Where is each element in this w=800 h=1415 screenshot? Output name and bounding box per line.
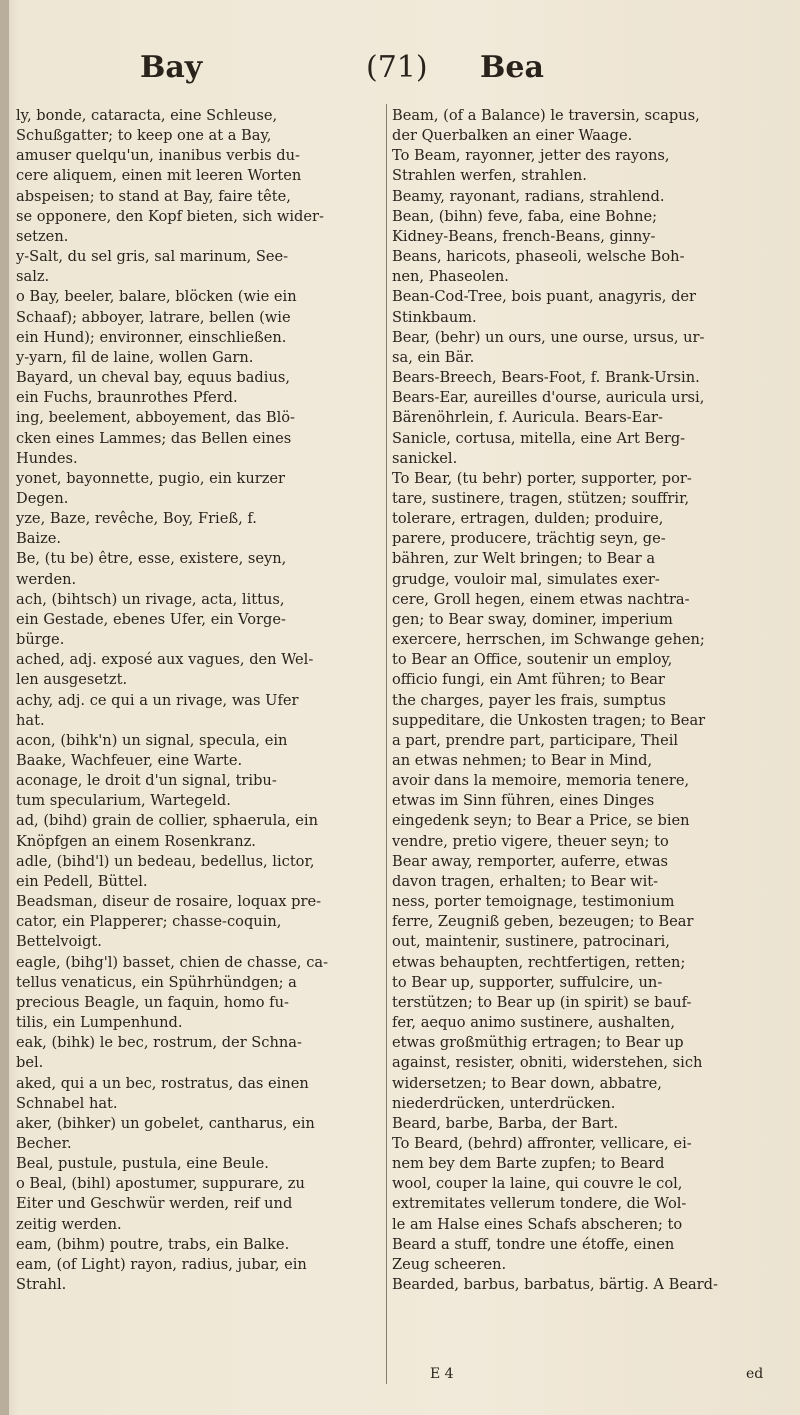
text-line: Bear, (behr) un ours, une ourse, ursus, ur- bbox=[392, 328, 705, 346]
text-line: Baake, Wachfeuer, eine Warte. bbox=[16, 752, 243, 769]
text-line: to Bear up, supporter, suffulcire, un- bbox=[392, 973, 663, 991]
page-number: (71) bbox=[366, 50, 428, 85]
text-line: hat. bbox=[16, 711, 45, 729]
headword-left: Bay bbox=[140, 50, 203, 85]
text-line: y-Salt, du sel gris, sal marinum, See- bbox=[16, 248, 289, 266]
binding-edge bbox=[0, 0, 9, 1415]
text-line: Strahl. bbox=[16, 1276, 67, 1294]
text-line: ein Pedell, Büttel. bbox=[16, 872, 148, 890]
text-line: Strahlen werfen, strahlen. bbox=[392, 167, 587, 185]
text-line: abspeisen; to stand at Bay, faire tête, bbox=[16, 187, 291, 205]
text-line: adle, (bihd'l) un bedeau, bedellus, lictor, bbox=[16, 852, 315, 870]
text-line: eam, (of Light) rayon, radius, jubar, ein bbox=[16, 1255, 307, 1273]
text-line: eam, (bihm) poutre, trabs, ein Balke. bbox=[16, 1235, 290, 1253]
text-line: terstützen; to Bear up (in spirit) se bauf- bbox=[392, 993, 692, 1011]
left-column bbox=[16, 106, 382, 1295]
text-line: Beal, pustule, pustula, eine Beule. bbox=[16, 1155, 269, 1173]
text-line: Bayard, un cheval bay, equus badius, bbox=[16, 369, 290, 387]
text-line: grudge, vouloir mal, simulates exer- bbox=[392, 570, 660, 588]
text-line: precious Beagle, un faquin, homo fu- bbox=[16, 993, 289, 1011]
text-line: tolerare, ertragen, dulden; produire, bbox=[392, 510, 664, 528]
text-line: acon, (bihk'n) un signal, specula, ein bbox=[16, 731, 288, 749]
text-line: Schußgatter; to keep one at a Bay, bbox=[16, 127, 272, 145]
text-line: a part, prendre part, participare, Theil bbox=[392, 731, 679, 749]
text-line: vendre, pretio vigere, theuer seyn; to bbox=[392, 832, 669, 850]
text-line: Knöpfgen an einem Rosenkranz. bbox=[16, 832, 256, 850]
text-line: officio fungi, ein Amt führen; to Bear bbox=[392, 671, 665, 689]
text-line: tum specularium, Wartegeld. bbox=[16, 792, 231, 810]
text-line: Baize. bbox=[16, 530, 62, 548]
text-line: to Bear an Office, soutenir un employ, bbox=[392, 651, 673, 669]
text-line: ein Fuchs, braunrothes Pferd. bbox=[16, 389, 238, 407]
text-line: nen, Phaseolen. bbox=[392, 268, 509, 286]
text-line: se opponere, den Kopf bieten, sich wider- bbox=[16, 207, 324, 225]
text-line: yze, Baze, revêche, Boy, Frieß, f. bbox=[16, 510, 257, 528]
text-line: ly, bonde, cataracta, eine Schleuse, bbox=[16, 107, 278, 124]
text-line: ness, porter temoignage, testimonium bbox=[392, 893, 675, 911]
text-line: Beard, barbe, Barba, der Bart. bbox=[392, 1114, 619, 1132]
text-line: Beam, (of a Balance) le traversin, scapus, bbox=[392, 107, 700, 124]
text-line: o Beal, (bihl) apostumer, suppurare, zu bbox=[16, 1175, 305, 1193]
text-line: ached, adj. exposé aux vagues, den Wel- bbox=[16, 651, 314, 669]
text-line: parere, producere, trächtig seyn, ge- bbox=[392, 530, 666, 548]
text-line: exercere, herrschen, im Schwange gehen; bbox=[392, 631, 705, 649]
text-line: the charges, payer les frais, sumptus bbox=[392, 691, 666, 709]
text-line: etwas behaupten, rechtfertigen, retten; bbox=[392, 953, 686, 971]
text-line: ad, (bihd) grain de collier, sphaerula, ein bbox=[16, 812, 318, 830]
text-line: To Beam, rayonner, jetter des rayons, bbox=[392, 147, 670, 165]
text-line: Stinkbaum. bbox=[392, 308, 477, 326]
text-line: davon tragen, erhalten; to Bear wit- bbox=[392, 872, 659, 890]
text-line: ein Hund); environner, einschließen. bbox=[16, 328, 287, 346]
text-line: salz. bbox=[16, 268, 50, 286]
text-line: o Bay, beeler, balare, blöcken (wie ein bbox=[16, 288, 297, 306]
text-line: Bears-Ear, aureilles d'ourse, auricula ursi, bbox=[392, 389, 705, 407]
text-line: Bärenöhrlein, f. Auricula. Bears-Ear- bbox=[392, 409, 663, 427]
text-line: ein Gestade, ebenes Ufer, ein Vorge- bbox=[16, 610, 286, 628]
text-line: aker, (bihker) un gobelet, cantharus, ein bbox=[16, 1114, 315, 1132]
text-line: amuser quelqu'un, inanibus verbis du- bbox=[16, 147, 300, 165]
text-line: aked, qui a un bec, rostratus, das einen bbox=[16, 1074, 309, 1092]
text-line: eak, (bihk) le bec, rostrum, der Schna- bbox=[16, 1034, 302, 1052]
text-line: To Bear, (tu behr) porter, supporter, por- bbox=[392, 469, 692, 487]
text-line: zeitig werden. bbox=[16, 1215, 122, 1233]
text-line: Zeug scheeren. bbox=[392, 1255, 507, 1273]
text-line: der Querbalken an einer Waage. bbox=[392, 127, 633, 145]
text-line: Eiter und Geschwür werden, reif und bbox=[16, 1195, 293, 1213]
text-line: ach, (bihtsch) un rivage, acta, littus, bbox=[16, 590, 285, 608]
text-line: etwas großmüthig ertragen; to Bear up bbox=[392, 1034, 684, 1052]
text-line: sa, ein Bär. bbox=[392, 348, 475, 366]
text-line: ferre, Zeugniß geben, bezeugen; to Bear bbox=[392, 913, 694, 931]
text-line: bürge. bbox=[16, 631, 65, 649]
text-line: suppeditare, die Unkosten tragen; to Bear bbox=[392, 711, 706, 729]
text-line: cere aliquem, einen mit leeren Worten bbox=[16, 167, 302, 185]
text-line: Degen. bbox=[16, 489, 69, 507]
text-line: wool, couper la laine, qui couvre le col, bbox=[392, 1175, 683, 1193]
text-line: etwas im Sinn führen, eines Dinges bbox=[392, 792, 655, 810]
text-line: Schnabel hat. bbox=[16, 1094, 118, 1112]
text-line: nem bey dem Barte zupfen; to Beard bbox=[392, 1155, 665, 1173]
text-line: cere, Groll hegen, einem etwas nachtra- bbox=[392, 590, 690, 608]
text-line: setzen. bbox=[16, 227, 69, 245]
text-line: y-yarn, fil de laine, wollen Garn. bbox=[16, 348, 254, 366]
text-line: avoir dans la memoire, memoria tenere, bbox=[392, 772, 690, 790]
text-line: achy, adj. ce qui a un rivage, was Ufer bbox=[16, 691, 299, 709]
text-line: Bearded, barbus, barbatus, bärtig. A Beard- bbox=[392, 1276, 718, 1294]
text-line: werden. bbox=[16, 570, 77, 588]
text-line: Sanicle, cortusa, mitella, eine Art Berg- bbox=[392, 429, 686, 447]
text-line: bel. bbox=[16, 1054, 44, 1072]
text-line: out, maintenir, sustinere, patrocinari, bbox=[392, 933, 670, 951]
text-line: Kidney-Beans, french-Beans, ginny- bbox=[392, 227, 656, 245]
text-line: Bettelvoigt. bbox=[16, 933, 102, 951]
text-line: eagle, (bihg'l) basset, chien de chasse, ca- bbox=[16, 953, 329, 971]
text-line: To Beard, (behrd) affronter, vellicare, ei- bbox=[392, 1134, 692, 1152]
text-line: cator, ein Plapperer; chasse-coquin, bbox=[16, 913, 282, 931]
text-line: len ausgesetzt. bbox=[16, 671, 128, 689]
text-line: eingedenk seyn; to Bear a Price, se bien bbox=[392, 812, 690, 830]
text-line: tare, sustinere, tragen, stützen; souffrir, bbox=[392, 489, 690, 507]
text-line: widersetzen; to Bear down, abbatre, bbox=[392, 1074, 662, 1092]
text-line: against, resister, obniti, widerstehen, sich bbox=[392, 1054, 703, 1072]
text-line: Beadsman, diseur de rosaire, loquax pre- bbox=[16, 893, 322, 911]
catchword: ed bbox=[746, 1366, 764, 1382]
text-line: Beard a stuff, tondre une étoffe, einen bbox=[392, 1235, 675, 1253]
text-line: Bean, (bihn) feve, faba, eine Bohne; bbox=[392, 207, 658, 225]
text-line: yonet, bayonnette, pugio, ein kurzer bbox=[16, 469, 286, 487]
text-line: Bean-Cod-Tree, bois puant, anagyris, der bbox=[392, 288, 697, 306]
text-line: tilis, ein Lumpenhund. bbox=[16, 1014, 183, 1032]
text-line: Be, (tu be) être, esse, existere, seyn, bbox=[16, 550, 287, 568]
text-line: tellus venaticus, ein Spührhündgen; a bbox=[16, 973, 297, 991]
column-rule bbox=[386, 104, 387, 1384]
text-line: ing, beelement, abboyement, das Blö- bbox=[16, 409, 295, 427]
text-line: extremitates vellerum tondere, die Wol- bbox=[392, 1195, 687, 1213]
text-line: Hundes. bbox=[16, 449, 78, 467]
text-line: aconage, le droit d'un signal, tribu- bbox=[16, 772, 277, 790]
text-line: le am Halse eines Schafs abscheren; to bbox=[392, 1215, 683, 1233]
text-line: fer, aequo animo sustinere, aushalten, bbox=[392, 1014, 675, 1032]
text-line: gen; to Bear sway, dominer, imperium bbox=[392, 610, 673, 628]
running-head bbox=[0, 50, 800, 96]
right-column bbox=[392, 106, 790, 1295]
headword-right: Bea bbox=[480, 50, 544, 85]
text-line: Bear away, remporter, auferre, etwas bbox=[392, 852, 669, 870]
signature-mark: E 4 bbox=[430, 1366, 454, 1382]
text-line: niederdrücken, unterdrücken. bbox=[392, 1094, 616, 1112]
text-line: bähren, zur Welt bringen; to Bear a bbox=[392, 550, 656, 568]
text-line: Schaaf); abboyer, latrare, bellen (wie bbox=[16, 308, 291, 326]
text-line: Becher. bbox=[16, 1134, 72, 1152]
text-line: sanickel. bbox=[392, 449, 458, 467]
text-line: Beamy, rayonant, radians, strahlend. bbox=[392, 187, 665, 205]
text-line: an etwas nehmen; to Bear in Mind, bbox=[392, 752, 653, 769]
text-line: cken eines Lammes; das Bellen eines bbox=[16, 429, 292, 447]
text-line: Bears-Breech, Bears-Foot, f. Brank-Ursin. bbox=[392, 369, 700, 387]
text-line: Beans, haricots, phaseoli, welsche Boh- bbox=[392, 248, 685, 266]
